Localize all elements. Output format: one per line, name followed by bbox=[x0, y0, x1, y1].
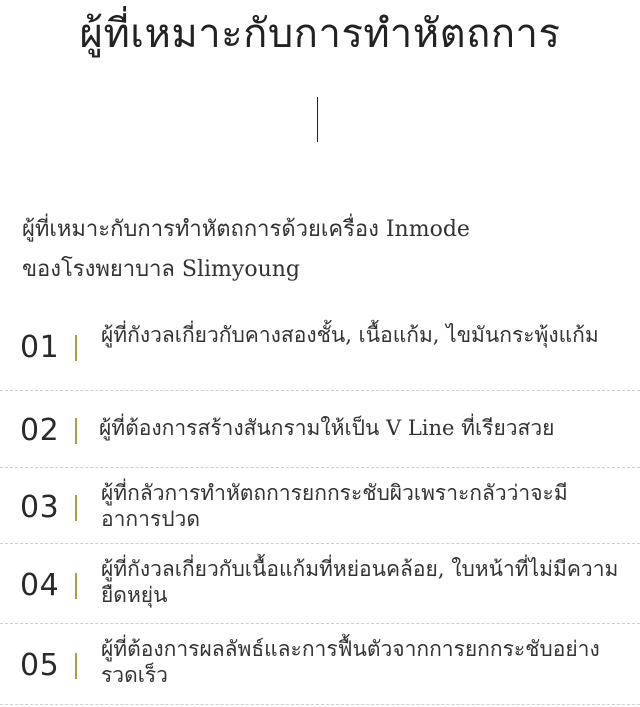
item-number: 01 bbox=[20, 330, 60, 365]
item-number: 04 bbox=[20, 568, 60, 603]
list-item bbox=[0, 624, 640, 705]
item-separator bbox=[75, 653, 77, 679]
item-text: ผู้ที่กังวลเกี่ยวกับเนื้อแก้มที่หย่อนคล้อย, ใบหน้าที่ไม่มีความยืดหยุ่น bbox=[101, 557, 619, 607]
item-number: 02 bbox=[20, 413, 60, 448]
item-text: ผู้ที่กลัวการทำหัตถการยกกระชับผิวเพราะกลัวว่าจะมีอาการปวด bbox=[101, 481, 568, 531]
list-item bbox=[0, 544, 640, 624]
list-item bbox=[0, 391, 640, 468]
item-number: 05 bbox=[20, 648, 60, 683]
item-number: 03 bbox=[20, 490, 60, 525]
intro-line-2: ของโรงพยาบาล Slimyoung bbox=[22, 257, 301, 282]
title-divider bbox=[317, 97, 318, 142]
page-title: ผู้ที่เหมาะกับการทำหัตถการ bbox=[79, 11, 561, 57]
item-separator bbox=[75, 495, 77, 521]
intro-line-1: ผู้ที่เหมาะกับการทำหัตถการด้วยเครื่อง Inmode bbox=[22, 217, 470, 242]
item-separator bbox=[75, 418, 77, 444]
item-separator bbox=[75, 335, 77, 361]
item-separator bbox=[75, 573, 77, 599]
item-text: ผู้ที่กังวลเกี่ยวกับคางสองชั้น, เนื้อแก้ม, ไขมันกระพุ้งแก้ม bbox=[101, 323, 599, 347]
list-item bbox=[0, 468, 640, 544]
item-text: ผู้ที่ต้องการผลลัพธ์และการฟื้นตัวจากการยกกระชับอย่างรวดเร็ว bbox=[101, 637, 600, 687]
intro-text bbox=[22, 210, 622, 290]
list-item bbox=[0, 308, 640, 391]
item-text: ผู้ที่ต้องการสร้างสันกรามให้เป็น V Line ที่เรียวสวย bbox=[99, 416, 555, 440]
